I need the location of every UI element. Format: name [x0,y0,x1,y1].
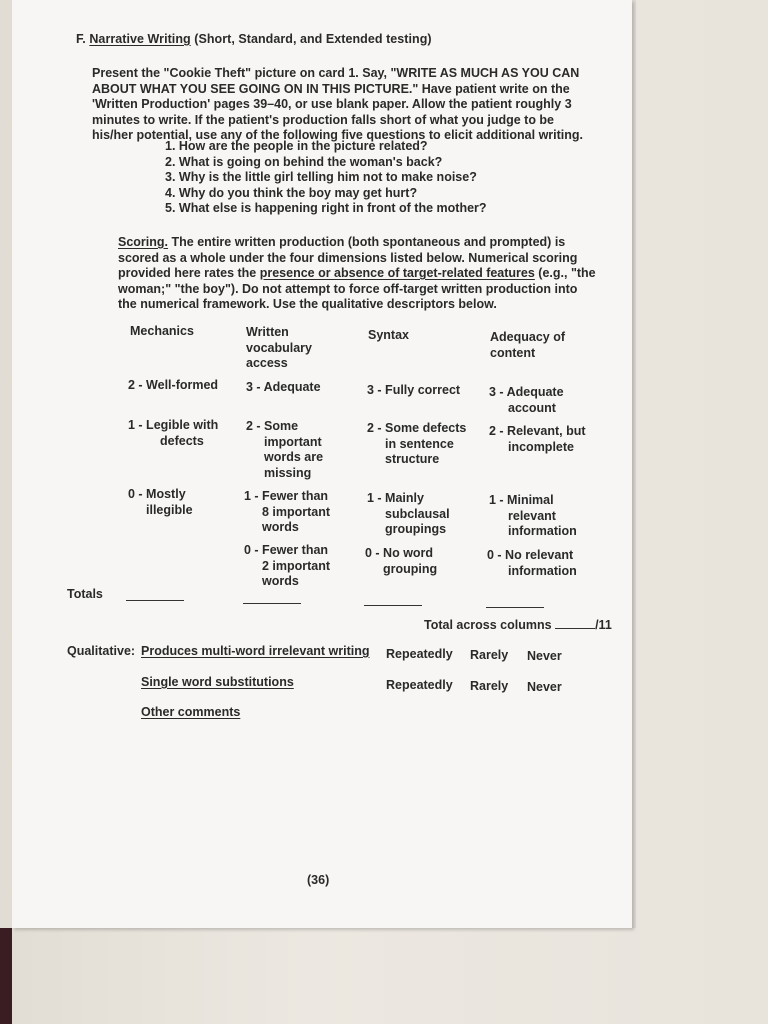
score-line: information [508,563,577,578]
score-line: important [264,434,322,449]
adequacy-score-0 [487,548,577,579]
header-mechanics: Mechanics [130,324,194,338]
syntax-score-1 [367,491,450,538]
score-line: account [508,400,556,415]
score-line: 2 important [262,558,331,573]
vocab-score-0 [244,543,330,590]
header-line: Adequacy of [490,330,566,344]
scoring-line: scored as a whole under the four dimensions listed below. Numerical scoring [118,250,578,265]
score-line: 1 - Mainly [367,491,424,505]
totals-label: Totals [67,587,103,601]
score-line: 1 - Fewer than [244,489,329,503]
syntax-score-2 [367,421,466,468]
other-comments-label: Other comments [141,705,241,719]
vocab-score-2 [246,419,323,481]
header-line: Written [246,325,289,339]
scan-edge-shadow [0,928,12,1024]
adequacy-score-2 [489,424,586,455]
score-line: incomplete [508,439,574,454]
mechanics-score-1 [128,418,218,449]
score-line: 1 - Legible with [128,418,219,432]
section-title: Narrative Writing [89,32,191,46]
score-line: grouping [383,561,438,576]
total-across-label: Total across columns [424,618,552,632]
header-syntax: Syntax [368,328,409,342]
syntax-total-blank[interactable] [364,591,422,606]
header-line: content [490,345,536,360]
option-rarely[interactable]: Rarely [470,679,509,693]
score-line: 2 - Relevant, but [489,424,586,438]
vocab-total-blank[interactable] [243,589,301,604]
score-line: missing [264,465,312,480]
score-line: information [508,524,577,538]
qualitative-item-irrelevant-writing: Produces multi-word irrelevant writing [141,644,370,658]
option-never[interactable]: Never [527,680,562,694]
score-line: relevant [508,508,556,523]
score-line: illegible [146,502,193,517]
scoring-text: The entire written production (both spontaneous and prompted) is [171,235,566,249]
option-rarely[interactable]: Rarely [470,648,509,662]
score-line: 0 - No relevant [487,548,574,562]
syntax-score-3: 3 - Fully correct [367,383,461,397]
question-item: 4. Why do you think the boy may get hurt? [165,185,418,200]
score-line: 0 - No word [365,546,434,560]
scoring-text: (e.g., "the [534,266,596,280]
score-line: in sentence [385,436,454,451]
header-adequacy [490,330,565,361]
header-line: access [246,356,288,370]
score-line: 0 - Mostly [128,487,186,501]
mechanics-score-2: 2 - Well-formed [128,378,219,392]
scoring-emphasis: presence or absence of target-related features [259,266,535,280]
scoring-line: woman;" "the boy"). Do not attempt to force off-target written production into [118,281,578,296]
score-line: 1 - Minimal [489,493,554,507]
section-subtitle: (Short, Standard, and Extended testing) [194,32,432,46]
total-across-blank[interactable] [555,616,595,629]
total-max: /11 [595,618,612,632]
score-line: 0 - Fewer than [244,543,329,557]
instructions-paragraph [92,66,632,144]
option-never[interactable]: Never [527,649,562,663]
scoring-line [118,266,628,282]
scoring-heading: Scoring. [118,235,169,249]
scoring-paragraph [118,235,628,313]
question-item: 3. Why is the little girl telling him not to make noise? [165,170,477,184]
mechanics-total-blank[interactable] [126,586,184,601]
page-number: (36) [307,873,330,887]
instruction-line: his/her potential, use any of the following five questions to elicit additional writing. [92,128,584,142]
scoring-line [118,235,628,251]
instruction-line: Present the "Cookie Theft" picture on card 1. Say, "WRITE AS MUCH AS YOU CAN [92,66,580,80]
adequacy-score-3 [489,385,564,416]
instruction-line: ABOUT WHAT YOU SEE GOING ON IN THIS PICTURE." Have patient write on the [92,81,570,96]
qualitative-label: Qualitative: [67,644,136,658]
document-page [12,0,632,928]
question-item: 2. What is going on behind the woman's back? [165,154,443,169]
mechanics-score-0 [128,487,193,518]
qualitative-item-single-word-substitutions: Single word substitutions [141,675,294,689]
scoring-text: provided here rates the [118,266,260,280]
instruction-line: 'Written Production' pages 39–40, or use blank paper. Allow the patient roughly 3 [92,97,572,111]
section-label: F. [76,32,86,46]
prompt-questions [165,139,487,217]
adequacy-total-blank[interactable] [486,593,544,608]
page-edge [632,0,636,928]
header-line: vocabulary [246,340,313,355]
instruction-line: minutes to write. If the patient's production falls short of what you judge to be [92,112,555,127]
score-line: words [262,574,299,588]
option-repeatedly[interactable]: Repeatedly [386,647,453,661]
syntax-score-0 [365,546,437,577]
question-item: 5. What else is happening right in front of the mother? [165,201,487,215]
score-line: 2 - Some defects [367,421,467,435]
score-line: words [262,520,299,534]
vocab-score-3: 3 - Adequate [246,380,321,394]
score-line: 8 important [262,504,331,519]
section-heading [76,31,432,47]
question-item: 1. How are the people in the picture related? [165,139,428,153]
total-across-columns [424,616,612,634]
score-line: defects [160,433,204,448]
score-line: structure [385,452,440,466]
score-line: groupings [385,522,447,536]
score-line: 2 - Some [246,419,299,433]
vocab-score-1 [244,489,330,536]
header-vocabulary [246,325,312,372]
score-line: words are [264,450,324,464]
adequacy-score-1 [489,493,577,540]
score-line: 3 - Adequate [489,385,564,399]
scoring-line: the numerical framework. Use the qualitative descriptors below. [118,297,497,311]
score-line: subclausal [385,506,450,521]
option-repeatedly[interactable]: Repeatedly [386,678,453,692]
